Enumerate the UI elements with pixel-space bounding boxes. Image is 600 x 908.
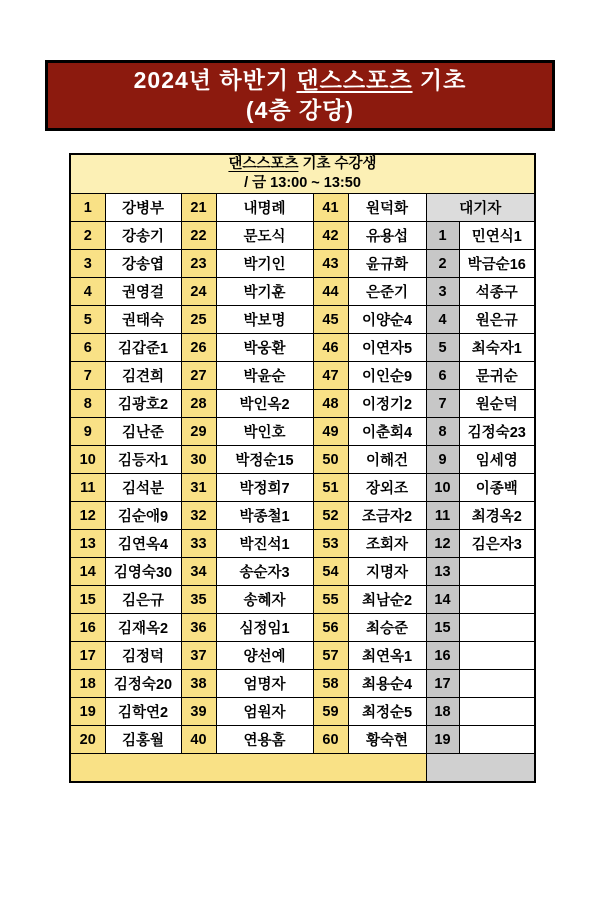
roster-row bbox=[70, 670, 535, 698]
student-no-cell: 12 bbox=[70, 502, 105, 530]
student-no-cell: 5 bbox=[70, 306, 105, 334]
roster-row bbox=[70, 362, 535, 390]
roster-row bbox=[70, 502, 535, 530]
student-name-cell: 권영걸 bbox=[105, 278, 181, 306]
student-no-cell: 21 bbox=[181, 194, 216, 222]
student-name-cell: 이인순9 bbox=[348, 362, 426, 390]
roster-row bbox=[70, 642, 535, 670]
student-name-cell: 김등자1 bbox=[105, 446, 181, 474]
roster-row bbox=[70, 222, 535, 250]
student-name-cell: 이정기2 bbox=[348, 390, 426, 418]
student-no-cell: 18 bbox=[70, 670, 105, 698]
student-name-cell: 엄원자 bbox=[216, 698, 313, 726]
student-name-cell: 윤규화 bbox=[348, 250, 426, 278]
student-no-cell: 41 bbox=[313, 194, 348, 222]
filler-row bbox=[70, 754, 535, 782]
student-name-cell: 김영숙30 bbox=[105, 558, 181, 586]
student-name-cell: 박인호 bbox=[216, 418, 313, 446]
student-name-cell: 김난준 bbox=[105, 418, 181, 446]
waitlist-no-cell: 15 bbox=[426, 614, 459, 642]
waitlist-no-cell: 12 bbox=[426, 530, 459, 558]
student-no-cell: 38 bbox=[181, 670, 216, 698]
student-no-cell: 14 bbox=[70, 558, 105, 586]
student-no-cell: 49 bbox=[313, 418, 348, 446]
waitlist-no-cell: 1 bbox=[426, 222, 459, 250]
student-name-cell: 유용섭 bbox=[348, 222, 426, 250]
waitlist-no-cell: 16 bbox=[426, 642, 459, 670]
student-name-cell: 강병부 bbox=[105, 194, 181, 222]
student-name-cell: 김홍월 bbox=[105, 726, 181, 754]
student-no-cell: 28 bbox=[181, 390, 216, 418]
roster-row bbox=[70, 390, 535, 418]
student-name-cell: 최승준 bbox=[348, 614, 426, 642]
student-name-cell: 장외조 bbox=[348, 474, 426, 502]
roster-row bbox=[70, 418, 535, 446]
student-name-cell: 송혜자 bbox=[216, 586, 313, 614]
waitlist-name-cell bbox=[459, 558, 535, 586]
table-schedule: / 금 13:00 ~ 13:50 bbox=[244, 175, 361, 191]
waitlist-name-cell: 원은규 bbox=[459, 306, 535, 334]
student-no-cell: 43 bbox=[313, 250, 348, 278]
student-name-cell: 엄명자 bbox=[216, 670, 313, 698]
student-no-cell: 2 bbox=[70, 222, 105, 250]
student-name-cell: 권태숙 bbox=[105, 306, 181, 334]
student-no-cell: 53 bbox=[313, 530, 348, 558]
waitlist-no-cell: 18 bbox=[426, 698, 459, 726]
student-no-cell: 27 bbox=[181, 362, 216, 390]
student-name-cell: 이춘회4 bbox=[348, 418, 426, 446]
student-name-cell: 김은규 bbox=[105, 586, 181, 614]
student-name-cell: 조회자 bbox=[348, 530, 426, 558]
student-name-cell: 이해건 bbox=[348, 446, 426, 474]
waitlist-name-cell: 김은자3 bbox=[459, 530, 535, 558]
student-name-cell: 연용홈 bbox=[216, 726, 313, 754]
student-no-cell: 31 bbox=[181, 474, 216, 502]
student-no-cell: 34 bbox=[181, 558, 216, 586]
table-header-cell bbox=[70, 154, 535, 194]
student-no-cell: 52 bbox=[313, 502, 348, 530]
waitlist-name-cell: 이종백 bbox=[459, 474, 535, 502]
student-name-cell: 은준기 bbox=[348, 278, 426, 306]
student-name-cell: 김갑준1 bbox=[105, 334, 181, 362]
student-no-cell: 22 bbox=[181, 222, 216, 250]
student-no-cell: 6 bbox=[70, 334, 105, 362]
student-name-cell: 최연옥1 bbox=[348, 642, 426, 670]
waitlist-name-cell: 문귀순 bbox=[459, 362, 535, 390]
waitlist-name-cell bbox=[459, 642, 535, 670]
student-name-cell: 김광호2 bbox=[105, 390, 181, 418]
student-name-cell: 김정숙20 bbox=[105, 670, 181, 698]
student-no-cell: 4 bbox=[70, 278, 105, 306]
student-no-cell: 59 bbox=[313, 698, 348, 726]
student-name-cell: 김학연2 bbox=[105, 698, 181, 726]
student-no-cell: 37 bbox=[181, 642, 216, 670]
roster-row bbox=[70, 446, 535, 474]
waitlist-no-cell: 4 bbox=[426, 306, 459, 334]
student-name-cell: 박진석1 bbox=[216, 530, 313, 558]
student-no-cell: 46 bbox=[313, 334, 348, 362]
student-no-cell: 3 bbox=[70, 250, 105, 278]
student-name-cell: 김정덕 bbox=[105, 642, 181, 670]
table-title bbox=[72, 155, 533, 174]
title-banner bbox=[45, 60, 555, 131]
student-name-cell: 심정임1 bbox=[216, 614, 313, 642]
waitlist-no-cell: 11 bbox=[426, 502, 459, 530]
title-line-2: (4층 강당) bbox=[245, 97, 355, 123]
waitlist-no-cell: 3 bbox=[426, 278, 459, 306]
waitlist-no-cell: 13 bbox=[426, 558, 459, 586]
student-name-cell: 최정순5 bbox=[348, 698, 426, 726]
waitlist-name-cell: 석종구 bbox=[459, 278, 535, 306]
roster-row bbox=[70, 614, 535, 642]
waitlist-name-cell: 민연식1 bbox=[459, 222, 535, 250]
roster-table bbox=[69, 153, 536, 783]
student-no-cell: 17 bbox=[70, 642, 105, 670]
student-name-cell: 김석분 bbox=[105, 474, 181, 502]
waitlist-name-cell bbox=[459, 586, 535, 614]
waitlist-name-cell: 박금순16 bbox=[459, 250, 535, 278]
student-name-cell: 내명례 bbox=[216, 194, 313, 222]
student-no-cell: 57 bbox=[313, 642, 348, 670]
student-no-cell: 24 bbox=[181, 278, 216, 306]
table-title-rest: 기초 수강생 bbox=[298, 156, 377, 172]
student-no-cell: 55 bbox=[313, 586, 348, 614]
student-name-cell: 조금자2 bbox=[348, 502, 426, 530]
student-name-cell: 강송기 bbox=[105, 222, 181, 250]
roster-row bbox=[70, 530, 535, 558]
student-no-cell: 13 bbox=[70, 530, 105, 558]
roster-row bbox=[70, 558, 535, 586]
student-name-cell: 이양순4 bbox=[348, 306, 426, 334]
waitlist-no-cell: 7 bbox=[426, 390, 459, 418]
student-name-cell: 박기훈 bbox=[216, 278, 313, 306]
student-no-cell: 36 bbox=[181, 614, 216, 642]
student-no-cell: 29 bbox=[181, 418, 216, 446]
student-name-cell: 박윤순 bbox=[216, 362, 313, 390]
student-name-cell: 송순자3 bbox=[216, 558, 313, 586]
student-name-cell: 박정희7 bbox=[216, 474, 313, 502]
student-no-cell: 11 bbox=[70, 474, 105, 502]
roster-row bbox=[70, 726, 535, 754]
student-name-cell: 문도식 bbox=[216, 222, 313, 250]
waitlist-name-cell: 김정숙23 bbox=[459, 418, 535, 446]
student-name-cell: 박종철1 bbox=[216, 502, 313, 530]
student-name-cell: 박인옥2 bbox=[216, 390, 313, 418]
student-no-cell: 19 bbox=[70, 698, 105, 726]
roster-row bbox=[70, 306, 535, 334]
roster-row bbox=[70, 194, 535, 222]
student-no-cell: 8 bbox=[70, 390, 105, 418]
student-no-cell: 15 bbox=[70, 586, 105, 614]
student-no-cell: 35 bbox=[181, 586, 216, 614]
table-title-underlined: 댄스스포츠 bbox=[228, 156, 299, 172]
student-name-cell: 김순애9 bbox=[105, 502, 181, 530]
waitlist-no-cell: 5 bbox=[426, 334, 459, 362]
student-no-cell: 20 bbox=[70, 726, 105, 754]
waitlist-no-cell: 2 bbox=[426, 250, 459, 278]
student-name-cell: 박웅환 bbox=[216, 334, 313, 362]
student-no-cell: 51 bbox=[313, 474, 348, 502]
roster-row bbox=[70, 250, 535, 278]
waitlist-name-cell: 최숙자1 bbox=[459, 334, 535, 362]
student-no-cell: 23 bbox=[181, 250, 216, 278]
waitlist-name-cell bbox=[459, 698, 535, 726]
table-header-row bbox=[70, 154, 535, 194]
title-line-1 bbox=[48, 65, 552, 95]
waitlist-no-cell: 14 bbox=[426, 586, 459, 614]
student-name-cell: 황숙현 bbox=[348, 726, 426, 754]
roster-row bbox=[70, 334, 535, 362]
student-no-cell: 9 bbox=[70, 418, 105, 446]
title-line1-post: 기초 bbox=[412, 67, 467, 93]
roster-row bbox=[70, 586, 535, 614]
student-no-cell: 30 bbox=[181, 446, 216, 474]
waitlist-no-cell: 19 bbox=[426, 726, 459, 754]
student-name-cell: 박정순15 bbox=[216, 446, 313, 474]
filler-yellow-cell bbox=[70, 754, 426, 782]
waitlist-name-cell: 최경옥2 bbox=[459, 502, 535, 530]
student-name-cell: 박보명 bbox=[216, 306, 313, 334]
waitlist-no-cell: 9 bbox=[426, 446, 459, 474]
waitlist-header-cell: 대기자 bbox=[426, 194, 535, 222]
student-name-cell: 김재옥2 bbox=[105, 614, 181, 642]
student-no-cell: 48 bbox=[313, 390, 348, 418]
waitlist-no-cell: 17 bbox=[426, 670, 459, 698]
student-name-cell: 김견희 bbox=[105, 362, 181, 390]
waitlist-name-cell bbox=[459, 614, 535, 642]
student-name-cell: 최용순4 bbox=[348, 670, 426, 698]
student-no-cell: 33 bbox=[181, 530, 216, 558]
student-no-cell: 42 bbox=[313, 222, 348, 250]
roster-row bbox=[70, 278, 535, 306]
waitlist-name-cell: 원순덕 bbox=[459, 390, 535, 418]
student-no-cell: 40 bbox=[181, 726, 216, 754]
student-no-cell: 47 bbox=[313, 362, 348, 390]
student-name-cell: 박기인 bbox=[216, 250, 313, 278]
student-no-cell: 25 bbox=[181, 306, 216, 334]
student-no-cell: 56 bbox=[313, 614, 348, 642]
waitlist-no-cell: 8 bbox=[426, 418, 459, 446]
student-name-cell: 최남순2 bbox=[348, 586, 426, 614]
waitlist-name-cell: 임세영 bbox=[459, 446, 535, 474]
student-name-cell: 이연자5 bbox=[348, 334, 426, 362]
student-no-cell: 16 bbox=[70, 614, 105, 642]
roster-row bbox=[70, 474, 535, 502]
roster-row bbox=[70, 698, 535, 726]
student-no-cell: 60 bbox=[313, 726, 348, 754]
waitlist-no-cell: 6 bbox=[426, 362, 459, 390]
student-no-cell: 44 bbox=[313, 278, 348, 306]
filler-gray-cell bbox=[426, 754, 535, 782]
student-name-cell: 양선예 bbox=[216, 642, 313, 670]
student-name-cell: 강송엽 bbox=[105, 250, 181, 278]
student-no-cell: 26 bbox=[181, 334, 216, 362]
student-no-cell: 1 bbox=[70, 194, 105, 222]
student-name-cell: 원덕화 bbox=[348, 194, 426, 222]
student-name-cell: 김연옥4 bbox=[105, 530, 181, 558]
student-no-cell: 10 bbox=[70, 446, 105, 474]
student-no-cell: 45 bbox=[313, 306, 348, 334]
student-name-cell: 지명자 bbox=[348, 558, 426, 586]
student-no-cell: 32 bbox=[181, 502, 216, 530]
waitlist-name-cell bbox=[459, 670, 535, 698]
title-line1-underlined: 댄스스포츠 bbox=[296, 67, 413, 93]
student-no-cell: 58 bbox=[313, 670, 348, 698]
student-no-cell: 54 bbox=[313, 558, 348, 586]
title-line1-pre: 2024년 하반기 bbox=[133, 67, 297, 93]
student-no-cell: 50 bbox=[313, 446, 348, 474]
student-no-cell: 39 bbox=[181, 698, 216, 726]
student-no-cell: 7 bbox=[70, 362, 105, 390]
waitlist-no-cell: 10 bbox=[426, 474, 459, 502]
waitlist-name-cell bbox=[459, 726, 535, 754]
